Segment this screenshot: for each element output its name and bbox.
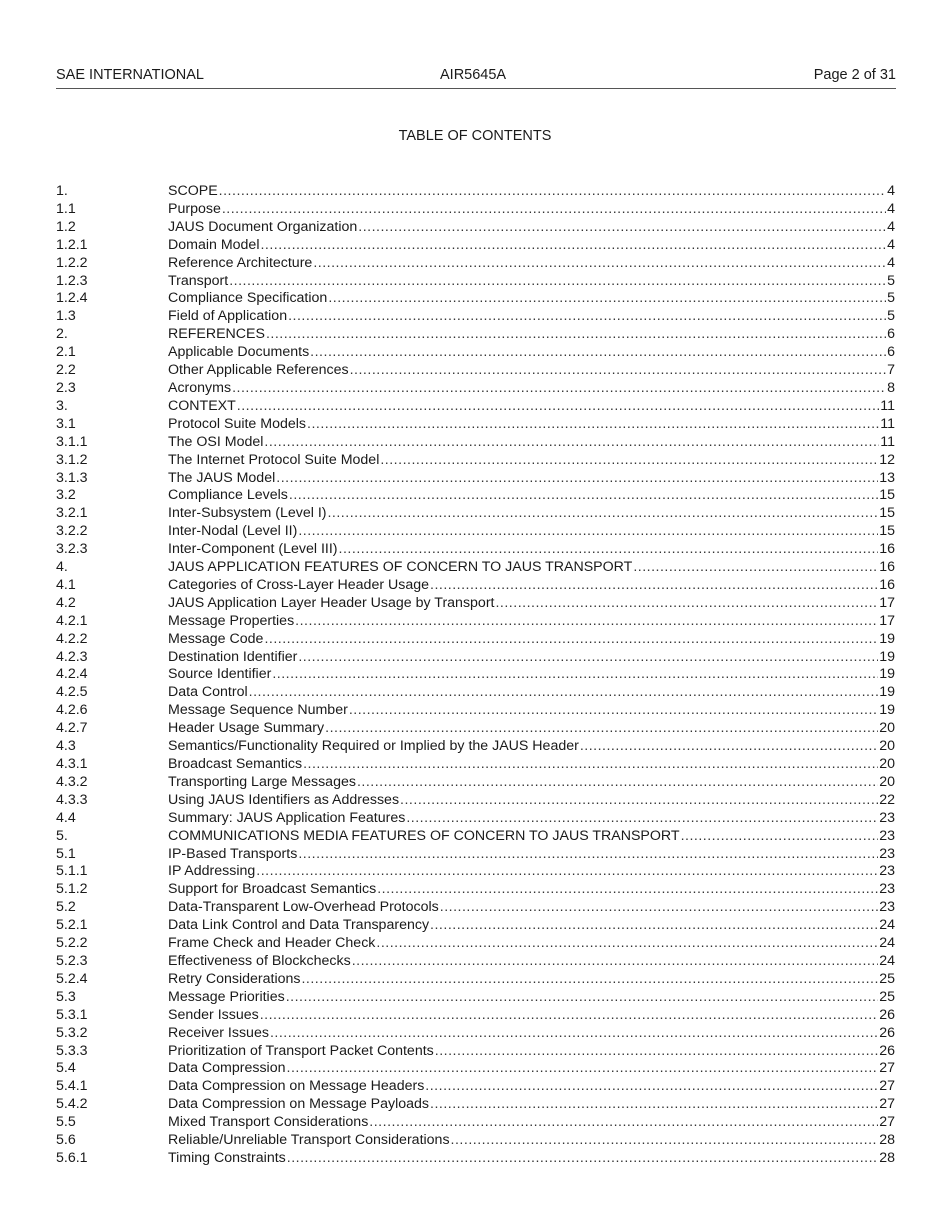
toc-entry-title: JAUS Application Layer Header Usage by Transport: [168, 594, 495, 611]
toc-entry-title: Broadcast Semantics: [168, 756, 303, 772]
toc-entry-number: 5.1: [56, 845, 76, 862]
toc-entry[interactable]: [56, 810, 895, 828]
toc-entry-number: 5.1.1: [56, 863, 88, 880]
toc-dot-leader: [406, 810, 878, 828]
toc-entry-title: CONTEXT: [168, 397, 236, 414]
toc-entry-title: Inter-Nodal (Level II): [168, 523, 298, 540]
toc-dot-leader: [295, 613, 878, 631]
toc-dot-leader: [298, 523, 878, 541]
toc-entry-page: 28: [879, 1132, 895, 1149]
toc-dot-leader: [580, 738, 878, 756]
toc-entry[interactable]: [56, 989, 895, 1007]
toc-entry-title: Summary: JAUS Application Features: [168, 809, 406, 826]
toc-entry-title: Transport: [168, 272, 229, 289]
toc-entry-title: Compliance Specification: [168, 290, 328, 307]
toc-dot-leader: [287, 1060, 879, 1078]
header-document-id: AIR5645A: [440, 67, 507, 83]
toc-entry-number: 4.4: [56, 809, 76, 826]
toc-entry[interactable]: [56, 308, 895, 326]
toc-dot-leader: [260, 1007, 879, 1025]
toc-entry-number: 5.5: [56, 1114, 76, 1131]
toc-entry[interactable]: [56, 595, 895, 613]
toc-entry-title: Header Usage Summary: [168, 720, 325, 737]
toc-entry[interactable]: [56, 273, 895, 291]
toc-entry-page: 27: [879, 1096, 895, 1113]
toc-dot-leader: [435, 1043, 878, 1061]
header-page-label: Page 2 of 31: [813, 67, 896, 83]
toc-entry[interactable]: [56, 362, 895, 380]
toc-entry-page: 24: [879, 935, 895, 952]
toc-dot-leader: [276, 470, 878, 488]
toc-entry-number: 2.3: [56, 379, 76, 396]
toc-entry-title: JAUS APPLICATION FEATURES OF CONCERN TO JAUS TRANSPORT: [168, 559, 633, 576]
toc-entry-page: 19: [879, 666, 895, 683]
toc-entry-number: 5.6: [56, 1132, 76, 1149]
toc-entry-number: 1.2.1: [56, 236, 88, 253]
toc-entry-number: 5.: [56, 827, 68, 844]
toc-dot-leader: [249, 684, 879, 702]
toc-entry-page: 24: [879, 917, 895, 934]
toc-entry-page: 11: [880, 433, 895, 450]
toc-entry[interactable]: [56, 541, 895, 559]
toc-entry-title: COMMUNICATIONS MEDIA FEATURES OF CONCERN TO JAUS TRANSPORT: [168, 827, 680, 844]
toc-dot-leader: [430, 917, 878, 935]
toc-entry[interactable]: [56, 1132, 895, 1150]
toc-dot-leader: [357, 774, 878, 792]
toc-entry-page: 20: [879, 756, 895, 772]
toc-entry-title: Data Compression on Message Headers: [168, 1078, 425, 1095]
toc-entry-page: 4: [887, 218, 895, 235]
toc-entry-page: 20: [879, 773, 895, 790]
toc-entry-number: 4.2.2: [56, 630, 88, 647]
toc-entry-number: 1.2: [56, 218, 76, 235]
toc-entry-title: Mixed Transport Considerations: [168, 1114, 369, 1131]
toc-entry[interactable]: [56, 416, 895, 434]
toc-entry-page: 19: [879, 702, 895, 719]
toc-entry-title: Data Compression: [168, 1060, 286, 1077]
toc-entry-number: 4.3: [56, 738, 76, 755]
toc-dot-leader: [260, 237, 886, 255]
toc-entry[interactable]: [56, 487, 895, 505]
toc-entry-page: 11: [880, 415, 895, 432]
toc-entry-page: 15: [879, 505, 895, 522]
toc-entry-title: Message Code: [168, 630, 264, 647]
toc-entry-number: 2.1: [56, 344, 76, 361]
toc-entry-number: 1.2.4: [56, 290, 88, 307]
toc-entry-title: The OSI Model: [168, 433, 264, 450]
toc-entry-title: Compliance Levels: [168, 487, 288, 504]
toc-dot-leader: [325, 720, 878, 738]
toc-entry-page: 16: [879, 559, 895, 576]
toc-entry-title: The Internet Protocol Suite Model: [168, 451, 380, 468]
toc-dot-leader: [369, 1114, 878, 1132]
toc-entry-number: 5.2.4: [56, 970, 88, 987]
toc-entry-number: 1.2.2: [56, 254, 88, 271]
toc-entry-page: 23: [879, 863, 895, 880]
toc-entry[interactable]: [56, 255, 895, 273]
toc-dot-leader: [350, 362, 887, 380]
toc-entry[interactable]: [56, 720, 895, 738]
toc-dot-leader: [256, 863, 878, 881]
toc-entry-number: 3.2.3: [56, 541, 88, 558]
toc-entry-title: Purpose: [168, 200, 221, 217]
toc-dot-leader: [222, 201, 886, 219]
toc-dot-leader: [430, 1096, 878, 1114]
toc-entry-page: 20: [879, 738, 895, 755]
toc-entry[interactable]: [56, 774, 895, 792]
toc-entry[interactable]: [56, 434, 895, 452]
toc-entry[interactable]: [56, 649, 895, 667]
toc-entry[interactable]: [56, 470, 895, 488]
toc-entry-number: 5.2.2: [56, 935, 88, 952]
toc-entry-title: Message Priorities: [168, 988, 285, 1005]
toc-entry-page: 6: [887, 326, 895, 343]
toc-entry-page: 13: [879, 469, 895, 486]
toc-entry[interactable]: [56, 756, 895, 774]
toc-entry-number: 5.2.3: [56, 952, 88, 969]
toc-dot-leader: [328, 290, 886, 308]
toc-entry-page: 4: [887, 183, 895, 199]
toc-entry-page: 26: [879, 1006, 895, 1023]
toc-entry-page: 17: [879, 594, 895, 611]
toc-entry-page: 26: [879, 1024, 895, 1041]
toc-entry-title: Using JAUS Identifiers as Addresses: [168, 791, 400, 808]
toc-entry-number: 5.2.1: [56, 917, 88, 934]
toc-entry-page: 16: [879, 541, 895, 558]
toc-entry-number: 1.: [56, 183, 68, 199]
toc-entry[interactable]: [56, 953, 895, 971]
toc-entry-page: 25: [879, 988, 895, 1005]
toc-entry-page: 5: [887, 308, 895, 325]
toc-entry[interactable]: [56, 398, 895, 416]
toc-entry-page: 17: [879, 612, 895, 629]
toc-entry-page: 25: [879, 970, 895, 987]
toc-entry[interactable]: [56, 452, 895, 470]
toc-entry[interactable]: [56, 666, 895, 684]
toc-entry-title: Data Compression on Message Payloads: [168, 1096, 430, 1113]
toc-dot-leader: [289, 487, 878, 505]
toc-entry-number: 4.2.5: [56, 684, 88, 701]
toc-dot-leader: [633, 559, 878, 577]
toc-entry-title: Domain Model: [168, 236, 260, 253]
toc-entry-number: 5.3: [56, 988, 76, 1005]
toc-dot-leader: [266, 326, 886, 344]
toc-entry[interactable]: [56, 846, 895, 864]
toc-entry[interactable]: [56, 577, 895, 595]
toc-dot-leader: [237, 398, 879, 416]
toc-dot-leader: [313, 255, 886, 273]
toc-entry-page: 7: [887, 362, 895, 379]
toc-dot-leader: [219, 183, 886, 201]
toc-dot-leader: [229, 273, 886, 291]
toc-entry-page: 23: [879, 845, 895, 862]
toc-entry[interactable]: [56, 1114, 895, 1132]
toc-entry[interactable]: [56, 344, 895, 362]
toc-dot-leader: [380, 452, 878, 470]
toc-entry[interactable]: [56, 1096, 895, 1114]
toc-entry-title: Acronyms: [168, 379, 232, 396]
toc-entry-number: 4.1: [56, 576, 76, 593]
toc-entry-title: Destination Identifier: [168, 648, 298, 665]
toc-entry[interactable]: [56, 326, 895, 344]
toc-entry-page: 22: [879, 791, 895, 808]
toc-dot-leader: [270, 1025, 878, 1043]
header-organization: SAE INTERNATIONAL: [56, 67, 204, 83]
toc-dot-leader: [298, 649, 878, 667]
toc-entry-page: 26: [879, 1042, 895, 1059]
toc-dot-leader: [232, 380, 886, 398]
toc-entry-page: 8: [887, 379, 895, 396]
toc-entry-title: IP-Based Transports: [168, 845, 298, 862]
toc-entry[interactable]: [56, 863, 895, 881]
toc-entry-title: Reference Architecture: [168, 254, 313, 271]
toc-entry-number: 3.1.3: [56, 469, 88, 486]
toc-entry-page: 23: [879, 881, 895, 898]
toc-list: [56, 183, 895, 1168]
toc-entry[interactable]: [56, 881, 895, 899]
toc-entry-page: 5: [887, 272, 895, 289]
toc-title: TABLE OF CONTENTS: [398, 128, 552, 144]
toc-entry-number: 4.2.7: [56, 720, 88, 737]
toc-entry-number: 5.3.2: [56, 1024, 88, 1041]
toc-entry[interactable]: [56, 792, 895, 810]
toc-dot-leader: [400, 792, 878, 810]
toc-entry-page: 23: [879, 827, 895, 844]
toc-entry-title: Timing Constraints: [168, 1149, 286, 1166]
toc-entry-number: 3.1.2: [56, 451, 88, 468]
toc-entry-number: 5.3.3: [56, 1042, 88, 1059]
toc-dot-leader: [301, 971, 878, 989]
toc-entry-page: 24: [879, 952, 895, 969]
toc-dot-leader: [495, 595, 878, 613]
toc-entry-number: 4.2.4: [56, 666, 88, 683]
toc-entry-number: 3.: [56, 397, 68, 414]
toc-entry-page: 19: [879, 648, 895, 665]
toc-dot-leader: [307, 416, 879, 434]
toc-entry-number: 2.: [56, 326, 68, 343]
toc-entry-title: The JAUS Model: [168, 469, 276, 486]
toc-entry[interactable]: [56, 237, 895, 255]
toc-entry[interactable]: [56, 899, 895, 917]
toc-entry-page: 20: [879, 720, 895, 737]
toc-entry-title: Message Sequence Number: [168, 702, 348, 719]
toc-entry[interactable]: [56, 559, 895, 577]
toc-entry-number: 4.3.3: [56, 791, 88, 808]
toc-entry-number: 4.2.1: [56, 612, 88, 629]
toc-entry-page: 15: [879, 487, 895, 504]
toc-dot-leader: [264, 631, 878, 649]
toc-entry[interactable]: [56, 702, 895, 720]
toc-entry-title: Source Identifier: [168, 666, 272, 683]
toc-entry-number: 5.4.2: [56, 1096, 88, 1113]
toc-entry-page: 4: [887, 236, 895, 253]
toc-entry-page: 4: [887, 200, 895, 217]
toc-entry-title: Inter-Subsystem (Level I): [168, 505, 327, 522]
toc-entry-title: Sender Issues: [168, 1006, 259, 1023]
toc-entry-page: 4: [887, 254, 895, 271]
toc-dot-leader: [440, 899, 878, 917]
toc-entry-title: Inter-Component (Level III): [168, 541, 338, 558]
toc-entry-page: 6: [887, 344, 895, 361]
toc-entry-page: 23: [879, 809, 895, 826]
toc-entry-number: 1.2.3: [56, 272, 88, 289]
toc-entry-number: 5.4: [56, 1060, 76, 1077]
toc-entry-page: 5: [887, 290, 895, 307]
toc-dot-leader: [303, 756, 878, 774]
toc-entry-number: 5.6.1: [56, 1149, 88, 1166]
toc-entry[interactable]: [56, 290, 895, 308]
toc-entry[interactable]: [56, 523, 895, 541]
toc-entry[interactable]: [56, 971, 895, 989]
toc-entry-page: 19: [879, 630, 895, 647]
toc-entry[interactable]: [56, 631, 895, 649]
toc-dot-leader: [298, 846, 878, 864]
toc-entry-number: 1.3: [56, 308, 76, 325]
toc-entry-title: Retry Considerations: [168, 970, 301, 987]
toc-entry-number: 3.1.1: [56, 433, 88, 450]
toc-entry[interactable]: [56, 684, 895, 702]
toc-entry-number: 5.2: [56, 899, 76, 916]
toc-dot-leader: [272, 666, 878, 684]
toc-entry[interactable]: [56, 505, 895, 523]
toc-entry-page: 27: [879, 1078, 895, 1095]
toc-entry[interactable]: [56, 738, 895, 756]
toc-entry-title: Data Control: [168, 684, 248, 701]
page-header: [56, 66, 896, 89]
toc-dot-leader: [287, 1150, 878, 1168]
toc-entry[interactable]: [56, 1150, 895, 1168]
toc-entry[interactable]: [56, 380, 895, 398]
toc-dot-leader: [358, 219, 886, 237]
toc-entry-title: SCOPE: [168, 183, 218, 199]
toc-dot-leader: [349, 702, 878, 720]
toc-entry[interactable]: [56, 1025, 895, 1043]
toc-entry[interactable]: [56, 183, 895, 201]
toc-dot-leader: [430, 577, 878, 595]
toc-entry-number: 4.3.2: [56, 773, 88, 790]
toc-entry-title: Field of Application: [168, 308, 288, 325]
toc-entry-title: Applicable Documents: [168, 344, 310, 361]
toc-entry-title: Other Applicable References: [168, 362, 349, 379]
toc-entry-title: Categories of Cross-Layer Header Usage: [168, 576, 430, 593]
toc-entry-title: Prioritization of Transport Packet Contents: [168, 1042, 434, 1059]
toc-entry-title: Frame Check and Header Check: [168, 935, 376, 952]
toc-entry-title: Message Properties: [168, 612, 295, 629]
toc-dot-leader: [339, 541, 879, 559]
toc-entry-page: 12: [879, 451, 895, 468]
toc-entry-number: 5.4.1: [56, 1078, 88, 1095]
toc-dot-leader: [327, 505, 878, 523]
toc-entry[interactable]: [56, 935, 895, 953]
toc-entry[interactable]: [56, 828, 895, 846]
toc-entry-title: Receiver Issues: [168, 1024, 269, 1041]
toc-entry[interactable]: [56, 201, 895, 219]
toc-dot-leader: [352, 953, 879, 971]
toc-entry-title: Semantics/Functionality Required or Implied by the JAUS Header: [168, 738, 579, 755]
toc-entry-title: Data Link Control and Data Transparency: [168, 917, 430, 934]
toc-dot-leader: [425, 1078, 878, 1096]
toc-entry-number: 3.1: [56, 415, 76, 432]
toc-dot-leader: [286, 989, 879, 1007]
toc-entry-title: Protocol Suite Models: [168, 415, 307, 432]
toc-entry-page: 11: [880, 397, 895, 414]
toc-entry-page: 16: [879, 576, 895, 593]
toc-entry[interactable]: [56, 1060, 895, 1078]
toc-dot-leader: [377, 881, 878, 899]
toc-entry-number: 4.2: [56, 594, 76, 611]
toc-entry-title: REFERENCES: [168, 326, 265, 343]
toc-entry[interactable]: [56, 219, 895, 237]
toc-dot-leader: [288, 308, 886, 326]
toc-entry-number: 4.2.6: [56, 702, 88, 719]
toc-entry-page: 27: [879, 1060, 895, 1077]
toc-entry-page: 28: [879, 1149, 895, 1166]
toc-entry-title: Effectiveness of Blockchecks: [168, 952, 351, 969]
toc-dot-leader: [310, 344, 886, 362]
toc-entry-page: 19: [879, 684, 895, 701]
toc-entry-title: IP Addressing: [168, 863, 256, 880]
toc-entry-page: 27: [879, 1114, 895, 1131]
toc-entry-number: 4.3.1: [56, 756, 88, 772]
toc-entry-number: 2.2: [56, 362, 76, 379]
toc-entry[interactable]: [56, 1043, 895, 1061]
toc-entry-page: 23: [879, 899, 895, 916]
toc-dot-leader: [376, 935, 878, 953]
toc-entry-number: 3.2.1: [56, 505, 88, 522]
toc-entry-number: 5.1.2: [56, 881, 88, 898]
toc-entry-title: Support for Broadcast Semantics: [168, 881, 377, 898]
toc-entry-number: 3.2: [56, 487, 76, 504]
toc-entry-number: 4.: [56, 559, 68, 576]
toc-entry[interactable]: [56, 1078, 895, 1096]
toc-entry[interactable]: [56, 1007, 895, 1025]
toc-entry[interactable]: [56, 613, 895, 631]
toc-entry-page: 15: [879, 523, 895, 540]
toc-entry-number: 3.2.2: [56, 523, 88, 540]
toc-dot-leader: [451, 1132, 879, 1150]
toc-entry-title: Transporting Large Messages: [168, 773, 356, 790]
toc-dot-leader: [681, 828, 879, 846]
toc-entry[interactable]: [56, 917, 895, 935]
toc-entry-title: Reliable/Unreliable Transport Considerations: [168, 1132, 450, 1149]
toc-dot-leader: [264, 434, 879, 452]
toc-entry-title: Data-Transparent Low-Overhead Protocols: [168, 899, 439, 916]
toc-entry-number: 1.1: [56, 200, 76, 217]
toc-entry-number: 5.3.1: [56, 1006, 88, 1023]
toc-entry-title: JAUS Document Organization: [168, 218, 358, 235]
toc-entry-number: 4.2.3: [56, 648, 88, 665]
